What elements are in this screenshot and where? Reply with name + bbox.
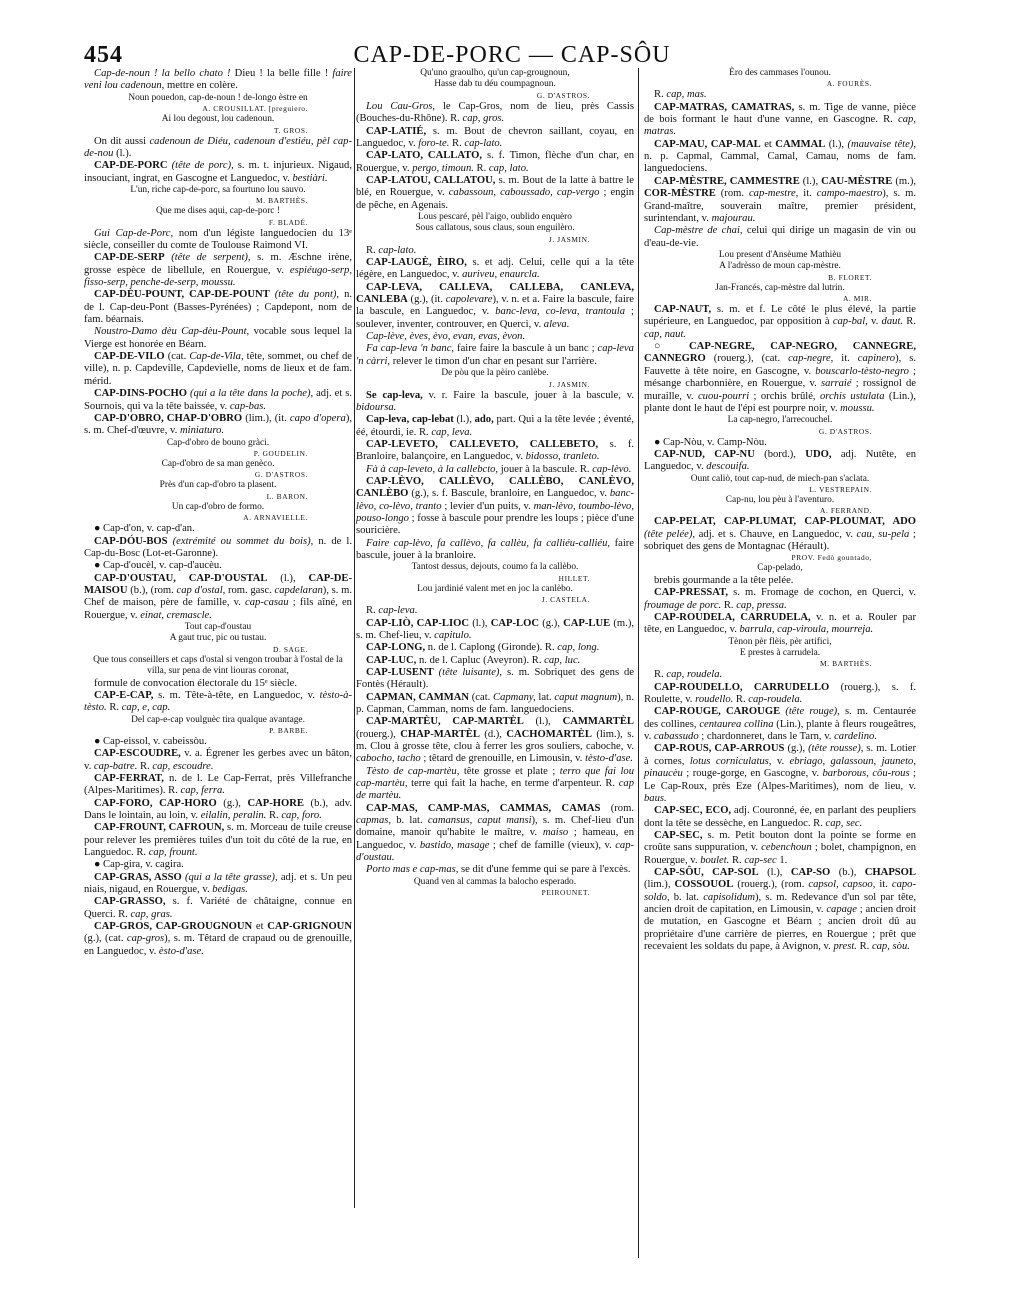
- dictionary-entry: On dit aussi cadenoun de Diéu, cadenoun d'estiéu, pèl cap-de-nou (l.).: [84, 135, 352, 159]
- quotation-line: Cap-pelado,: [757, 563, 803, 574]
- quotation-line: Tantost dessus, dejouts, coumo fa la callèbo.: [411, 562, 579, 573]
- quotation-attribution: P. GOUDELIN.: [253, 448, 308, 458]
- dictionary-entry: R. cap-leva.: [366, 605, 418, 617]
- column-divider-right: [638, 68, 639, 1258]
- quotation-line: Del cap-e-cap voulguèc tira qualque avantage.: [131, 714, 305, 725]
- quotation-line: De pòu que la pèiro canlèbe.: [441, 368, 549, 379]
- quotation-line: Près d'un cap-d'obro ta plasent.: [159, 480, 277, 491]
- dictionary-entry: CAP-GROS, CAP-GROUGNOUN et CAP-GRIGNOUN (g.), (cat. cap-gros), s. m. Têtard de crapaud ou de grenouille, en Languedoc, v. èsto-d'ase.: [84, 921, 352, 957]
- dictionary-entry: brebis gourmande a la tête pelée.: [654, 574, 794, 586]
- quotation-attribution: T. GROS.: [273, 125, 308, 135]
- dictionary-entry: Cap-mèstre de chai, celui qui dirige un magasin de vin ou d'eau-de-vie.: [644, 225, 916, 249]
- quotation-attribution: HILLET.: [558, 573, 590, 583]
- quotation-attribution: A. FOURÈS.: [826, 79, 872, 89]
- dictionary-entry: CAP-LATO, CALLATO, s. f. Timon, flèche d'un char, en Rouergue, v. pergo, timoun. R. cap, lato.: [356, 150, 634, 174]
- quotation-line: Cap-d'obro de sa man genèco.: [161, 458, 275, 469]
- dictionary-entry: CAP-ESCOUDRE, v. a. Égrener les gerbes avec un bâton, v. cap-batre. R. cap, escoudre.: [84, 748, 352, 772]
- quotation-attribution: PROV. Fedò gountado,: [791, 553, 872, 563]
- quotation-line: Un cap-d'obro de formo.: [171, 501, 265, 512]
- quotation-line: Cap-nu, lou pèu à l'aventuro.: [725, 495, 835, 506]
- dictionary-entry: CAP-LAUGÈ, ÈIRO, s. et adj. Celui, celle qui a la tête légère, en Languedoc, v. auriveu, enaurcla.: [356, 257, 634, 281]
- dictionary-entry: Fà à cap-leveto, à la callebcto, jouer à la bascule. R. cap-lèvo.: [366, 463, 632, 475]
- dictionary-entry: CAP-PRESSAT, s. m. Fromage de cochon, en Querci, v. froumage de porc. R. cap, pressa.: [644, 587, 916, 611]
- dictionary-entry: ● Cap-d'on, v. cap-d'an.: [94, 523, 195, 535]
- dictionary-entry: ● Cap-eissol, v. cabeissòu.: [94, 735, 207, 747]
- quotation-attribution: F. BLADÉ.: [268, 217, 308, 227]
- column-right: [644, 68, 916, 953]
- dictionary-entry: Cap-lève, èves, èvo, evan, evas, èvon.: [366, 331, 526, 343]
- dictionary-entry: CAP-GRASSO, s. f. Variété de châtaigne, connue en Querci. R. cap, gras.: [84, 896, 352, 920]
- dictionary-entry: Gui Cap-de-Porc, nom d'un légiste languedocien du 13ᵉ siècle, conseiller du comte de Toulouse Raimond VI.: [84, 227, 352, 252]
- column-middle: [356, 68, 634, 898]
- dictionary-entry: CAP-FORO, CAP-HORO (g.), CAP-HORE (b.), adv. Dans le lointain, au loin, v. eilalin, peralin. R. cap, foro.: [84, 797, 352, 822]
- dictionary-entry: CAP-GRAS, ASSO (qui a la tête grasse), adj. et s. Un peu niais, nigaud, en Rouergue, v. bedigas.: [84, 871, 352, 896]
- page-number: 454: [84, 42, 123, 68]
- dictionary-entry: CAP-MARTÈU, CAP-MARTÈL (l.), CAMMARTÈL (rouerg.), CHAP-MARTÈL (d.), CACHOMARTÈL (lim.), s. m. Clou à grosse tête, clou à ferrer les gros souliers, caboche, v. cabocho, tacho ; têtard de grenouille, en Limousin, v. tèsto-d'ase.: [356, 716, 634, 765]
- quotation-line: Tout cap-d'oustau: [184, 621, 252, 632]
- quotation-attribution: J. JASMIN.: [548, 234, 590, 244]
- quotation-line: L'un, riche cap-de-porc, sa fourtuno lou sauvo.: [130, 184, 306, 195]
- dictionary-entry: CAP-NAUT, s. m. et f. Le côté le plus élevé, la partie supérieure, en Languedoc, par opposition à cap-bal, v. daut. R. cap, naut.: [644, 304, 916, 340]
- dictionary-entry: CAP-ROUDELA, CARRUDELA, v. n. et a. Rouler par tête, en Languedoc, v. barrula, cap-viroula, mourreja.: [644, 611, 917, 636]
- dictionary-entry: CAP-DINS-POCHO (qui a la tête dans la poche), adj. et s. Sournois, qui va la tête baissée, v. cap-bas.: [84, 388, 352, 412]
- dictionary-entry: CAP-MÈSTRE, CAMMESTRE (l.), CAU-MÈSTRE (m.), COR-MÈSTRE (rom. cap-mestre, it. campo-maestro), s. m. Grand-maître, souverain maître, premier président, surintendant, v. majourau.: [644, 175, 916, 224]
- dictionary-entry: Tèsto de cap-martèu, tête grosse et plate ; terro que fai lou cap-martèu, terre qui fait la hache, en terme d'arpenteur. R. cap de martèu.: [356, 765, 634, 802]
- running-head: CAP-DE-PORC — CAP-SÔU: [353, 42, 671, 68]
- dictionary-entry: ● Cap-Nòu, v. Camp-Nòu.: [654, 436, 767, 448]
- dictionary-entry: Cap-de-noun ! la bello chato ! Dieu ! la belle fille ! faire veni lou cadenoun, mettre en colère.: [84, 68, 352, 92]
- quotation-line: Lous pescaré, pèl l'aigo, oublido enquèro: [418, 211, 572, 222]
- dictionary-entry: CAP-DÈU-POUNT, CAP-DE-POUNT (tête du pont), n. de l. Cap-deu-Pont (Basses-Pyrénées) ; Capdepont, nom de fam. béarnais.: [84, 289, 353, 326]
- dictionary-entry: CAP-SEC, s. m. Petit bouton dont la pointe se forme en croûte sans suppuration, v. cebenchoun ; bolet, champignon, en Rouergue, v. boulet. R. cap-sec 1.: [644, 829, 916, 866]
- quotation-line: Que me dises aqui, cap-de-porc !: [156, 206, 280, 217]
- dictionary-entry: Porto mas e cap-mas, se dit d'une femme qui se pare à l'excès.: [366, 864, 631, 876]
- column-left: [84, 68, 352, 958]
- dictionary-entry: CAP-LEVA, CALLEVA, CALLEBA, CANLEVA, CANLEBA (g.), (it. capolevare), v. n. et a. Faire la bascule, faire la bascule, en Languedoc, v. banc-leva, co-leva, trantoula ; soulever, inventer, controuver, en Querci, v. aleva.: [356, 281, 635, 330]
- dictionary-entry: formule de convocation électorale du 15ᵉ siècle.: [94, 677, 298, 689]
- dictionary-entry: CAP-LONG, n. de l. Caplong (Gironde). R. cap, long.: [366, 642, 600, 654]
- dictionary-entry: CAP-SEC, ECO, adj. Couronné, ée, en parlant des peupliers dont la tête se dessèche, en Languedoc. R. cap, sec.: [644, 805, 916, 829]
- quotation-line: Cap-d'obro de bouno gràci.: [166, 437, 270, 448]
- quotation-attribution: L. BARON.: [266, 491, 308, 501]
- dictionary-entry: CAP-LUC, n. de l. Capluc (Aveyron). R. cap, luc.: [366, 654, 581, 666]
- quotation-line: Noun pouedon, cap-de-noun ! de-longo èstre en: [128, 92, 308, 103]
- dictionary-entry: CAP-ROUDELLO, CARRUDELLO (rouerg.), s. f. Roulette, v. roudello. R. cap-roudela.: [644, 681, 916, 706]
- dictionary-entry: Faire cap-lèvo, fa callèvo, fa callèu, fa calliéu-calliéu, faire bascule, jouer à la branloire.: [356, 537, 634, 562]
- dictionary-entry: CAP-MAS, CAMP-MAS, CAMMAS, CAMAS (rom. capmas, b. lat. camansus, caput mansi), s. m. Chef-lieu d'un domaine, manoir qu'habite le maître, v. maiso ; hameau, en Languedoc, v. bastido, masage ; chef de famille (vieux), v. cap-d'oustau.: [356, 802, 635, 864]
- quotation-attribution: G. D'ASTROS.: [254, 470, 308, 480]
- quotation-line: Sous callatous, sous claus, soun enguilèro.: [415, 223, 575, 234]
- dictionary-entry: CAP-D'OBRO, CHAP-D'OBRO (lim.), (it. capo d'opera), s. m. Chef-d'œuvre, v. miniaturo.: [84, 412, 352, 437]
- dictionary-entry: CAP-DE-VILO (cat. Cap-de-Vila, tête, sommet, ou chef de ville), n. p. Capdeville, Capdevielle, noms de lieux et de fam. mérid.: [84, 351, 352, 387]
- dictionary-entry: CAP-D'OUSTAU, CAP-D'OUSTAL (l.), CAP-DE-MAISOU (b.), (rom. cap d'ostal, rom. gasc. capdelaran), s. m. Chef de maison, père de famille, v. cap-casau ; fils aîné, en Rouergue, v. einat, cremascle.: [84, 572, 352, 621]
- quotation-attribution: J. JASMIN.: [548, 379, 590, 389]
- quotation-line: A gaut truc, pic ou tustau.: [169, 633, 267, 644]
- column-divider-left: [354, 68, 355, 1208]
- quotation-attribution: G. D'ASTROS.: [536, 90, 590, 100]
- quotation-line: Quand ven al cammas la balocho esperado.: [413, 876, 577, 887]
- quotation-line: Ount caliò, tout cap-nud, de miech-pan s'aclata.: [690, 473, 870, 484]
- quotation-attribution: B. FLORET.: [828, 272, 872, 282]
- dictionary-entry: Se cap-leva, v. r. Faire la bascule, jouer à la bascule, v. bidoursa.: [356, 389, 634, 413]
- dictionary-entry: CAP-LUSENT (tête luisante), s. m. Sobriquet des gens de Fontès (Hérault).: [356, 666, 634, 691]
- quotation-attribution: G. D'ASTROS.: [818, 426, 872, 436]
- quotation-line: Hasse dab tu déu coumpagnoun.: [434, 79, 556, 90]
- dictionary-entry: CAP-NUD, CAP-NU (bord.), UDO, adj. Nutête, en Languedoc, v. descouifa.: [644, 448, 916, 473]
- dictionary-entry: CAP-FERRAT, n. de l. Le Cap-Ferrat, près Villefranche (Alpes-Maritimes). R. cap, ferra.: [84, 773, 352, 797]
- dictionary-entry: CAP-LIÒ, CAP-LIOC (l.), CAP-LOC (g.), CAP-LUE (m.), s. m. Chef-lieu, v. capitulo.: [356, 617, 635, 641]
- dictionary-entry: ● Cap-gira, v. cagira.: [94, 859, 184, 871]
- quotation-line: Que tous conseillers et caps d'ostal si vengon troubar à l'ostal de la villa, sur pena de vint liouras coronat,: [93, 654, 343, 677]
- dictionary-entry: Cap-leva, cap-lebat (l.), ado, part. Qui a la tête levée ; éventé, éé, étourdi, ie. R. cap, leva.: [356, 414, 635, 438]
- dictionary-entry: CAPMAN, CAMMAN (cat. Capmany, lat. caput magnum), n. p. Capman, Camman, noms de fam. languedociens.: [356, 691, 634, 715]
- quotation-attribution: J. CASTELA.: [541, 595, 590, 605]
- quotation-line: Jan-Francés, cap-mèstre dal lutrin.: [715, 282, 845, 293]
- quotation-attribution: M. BARTHÈS.: [256, 196, 308, 206]
- dictionary-entry: CAP-LATOU, CALLATOU, s. m. Bout de la latte à battre le blé, en Rouergue, v. cabassoun, caboussado, cap-vergo ; engin de pêche, en Agenais.: [356, 174, 635, 211]
- dictionary-entry: ● Cap-d'oucèl, v. cap-d'aucèu.: [94, 560, 222, 572]
- dictionary-entry: CAP-ROUGE, CAROUGE (tête rouge), s. m. Centaurée des collines, centaurea collina (Lin.), plante à fleurs rougeâtres, v. cabassudo ; chardonneret, dans le Tarn, v. cardelino.: [644, 706, 917, 743]
- dictionary-entry: R. cap, roudela.: [654, 669, 723, 681]
- quotation-line: Qu'uno graoulho, qu'un cap-grougnoun,: [420, 68, 570, 78]
- dictionary-entry: ○ CAP-NEGRE, CAP-NEGRO, CANNEGRE, CANNEGRO (rouerg.), (cat. cap-negre, it. capinero), s. Fauvette à tête noire, en Gascogne, v. bouscarlo-tèsto-negro ; mésange charbonnière, en Rouergue, v. sarraié ; rossignol de muraille, v. cuou-pourri ; orchis brûlé, orchis ustulata (Lin.), plante dont le haut de l'épi est pourpre noir, v. moussu.: [644, 341, 917, 414]
- dictionary-entry: CAP-DE-SERP (tête de serpent), s. m. Æschne irène, grosse espèce de libellule, en Rouergue, v. espiéugo-serp, fisso-serp, penche-de-serp, moussu.: [84, 252, 352, 289]
- quotation-attribution: D. SAGE.: [273, 644, 308, 654]
- dictionary-entry: Fa cap-leva 'n banc, faire faire la bascule à un banc ; cap-leva 'n càrri, relever le timon d'un char en pesant sur l'arrière.: [356, 343, 634, 367]
- quotation-line: Tènon pèr flèis, pèr artifici,: [728, 636, 832, 647]
- quotation-attribution: PEIROUNET.: [541, 888, 590, 898]
- dictionary-entry: CAP-ROUS, CAP-ARROUS (g.), (tête rousse), s. m. Lotier à cornes, lotus corniculatus, v. ebriago, galassoun, jauneto, pinaucèu ; rouge-gorge, en Gascogne, v. barborous, côu-rous ; Le Cap-Roux, près Eze (Alpes-Maritimes), nom de lieu, v. baus.: [644, 743, 916, 804]
- quotation-line: Èro des cammases l'ounou.: [729, 68, 831, 78]
- dictionary-entry: CAP-E-CAP, s. m. Tête-à-tête, en Languedoc, v. tèsto-à-tèsto. R. cap, e, cap.: [84, 689, 352, 714]
- dictionary-entry: CAP-DE-PORC (tête de porc), s. m. t. injurieux. Nigaud, insouciant, ingrat, en Gascogne et Languedoc, v. bestiàri.: [84, 160, 352, 184]
- quotation-attribution: A. ARNAVIELLE.: [243, 513, 308, 523]
- quotation-attribution: M. BARTHÈS.: [820, 659, 872, 669]
- dictionary-entry: Noustro-Damo dèu Cap-dèu-Pount, vocable sous lequel la Vierge est honorée en Béarn.: [84, 326, 352, 350]
- quotation-line: Lou present d'Ansèume Mathièu: [718, 249, 842, 260]
- quotation-line: Lou jardinié valent met en joc la canlèbo.: [417, 583, 573, 594]
- quotation-attribution: A. MIR.: [842, 294, 872, 304]
- quotation-line: La cap-negro, l'arrecouchel.: [727, 415, 833, 426]
- dictionary-entry: CAP-MAU, CAP-MAL et CAMMAL (l.), (mauvaise tête), n. p. Capmal, Cammal, Camal, Camau, noms de fam. languedociens.: [644, 138, 916, 175]
- dictionary-entry: CAP-LATIÉ, s. m. Bout de chevron saillant, coyau, en Languedoc, v. foro-te. R. cap-lato.: [356, 125, 634, 149]
- dictionary-entry: CAP-FROUNT, CAFROUN, s. m. Morceau de tuile creuse pour relever les premières tuiles d'un toit du côté de la rue, en Languedoc. R. cap, frount.: [84, 822, 352, 859]
- dictionary-entry: CAP-LEVETO, CALLEVETO, CALLEBETO, s. f. Branloire, balançoire, en Languedoc, v. bidosso, tranleto.: [356, 438, 634, 463]
- quotation-attribution: L. VESTREPAIN.: [809, 485, 872, 495]
- quotation-attribution: P. BARBE.: [269, 725, 308, 735]
- quotation-attribution: A. CROUSILLAT. [preguiero.: [202, 104, 308, 114]
- quotation-line: E prestes à carrudela.: [739, 648, 821, 658]
- dictionary-entry: CAP-LÈVO, CALLÈVO, CALLÈBO, CANLÈVO, CANLÈBO (g.), s. f. Bascule, branloire, en Languedoc, v. banc-lèvo, co-lèvo, tranto ; levier d'un puits, v. man-lèvo, toumbo-lèvo, pouso-longo ; fosse à bascule pour prendre les loups ; pièce d'une souricière.: [356, 475, 634, 537]
- quotation-attribution: A. FERRAND.: [820, 506, 872, 516]
- dictionary-entry: CAP-DÓU-BOS (extrémité ou sommet du bois), n. de l. Cap-du-Bosc (Lot-et-Garonne).: [84, 535, 353, 559]
- dictionary-entry: Lou Cau-Gros, le Cap-Gros, nom de lieu, près Cassis (Bouches-du-Rhône). R. cap, gros.: [356, 100, 634, 125]
- quotation-line: Ai lou degoust, lou cadenoun.: [161, 114, 275, 125]
- quotation-line: A l'adrèsso de moun cap-mèstre.: [719, 261, 841, 272]
- dictionary-entry: CAP-SÔU, CAP-SOL (l.), CAP-SO (b.), CHAPSOL (lim.), COSSOUOL (rouerg.), (rom. capsol, capsoo, it. capo-soldo, b. lat. capisolidum), s. m. Redevance d'un sol par tête, ancien droit de capitation, en Limousin, v. capage ; ancien droit de mutation, en Gascogne et Béarn ; ancien droit dû au propriétaire d'une carrière de pierres, en Rouergue ; prêt que recevaient les soldats du pape, à Avignon, v. prest. R. cap, sòu.: [644, 866, 916, 952]
- dictionary-entry: R. cap-lato.: [366, 244, 417, 256]
- dictionary-entry: CAP-MATRAS, CAMATRAS, s. m. Tige de vanne, pièce de bois formant le haut d'une vanne, en Gascogne. R. cap, matras.: [644, 101, 916, 138]
- dictionary-entry: CAP-PELAT, CAP-PLUMAT, CAP-PLOUMAT, ADO (tête pelée), adj. et s. Chauve, en Languedoc, v. cau, su-pela ; sobriquet des gens de Montagnac (Hérault).: [644, 516, 916, 553]
- dictionary-entry: R. cap, mas.: [654, 89, 707, 101]
